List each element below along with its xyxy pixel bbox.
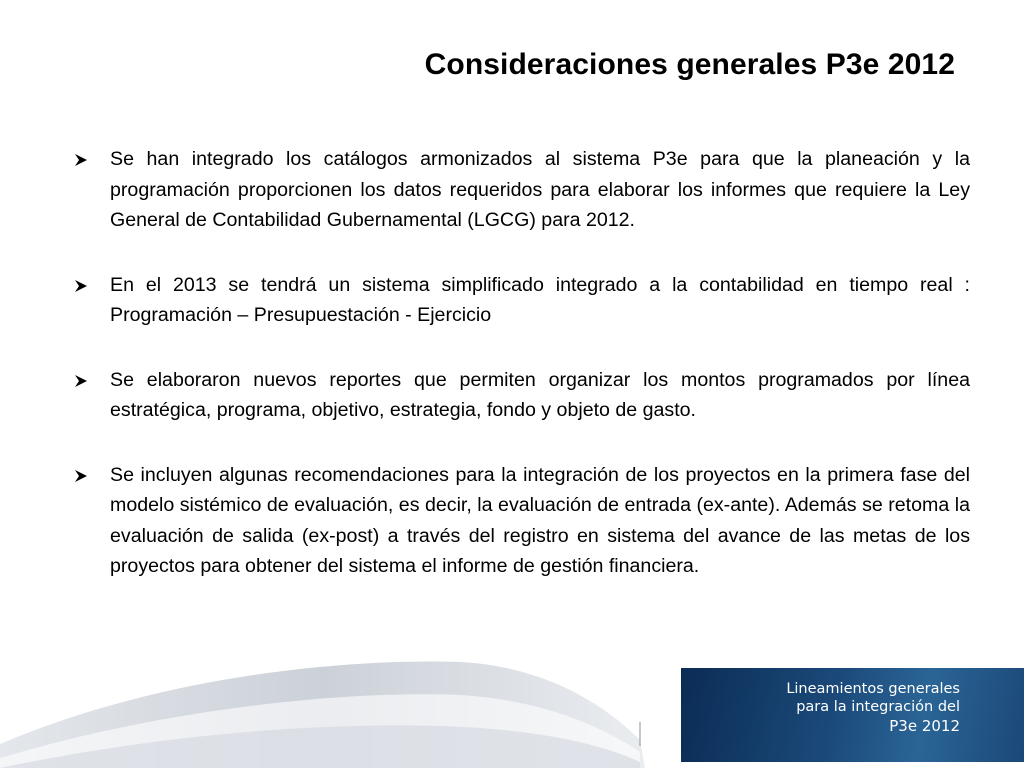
bullet-text: En el 2013 se tendrá un sistema simplificado integrado a la contabilidad en tiempo real : Programación – Presupuestación - Ejercicio [110,273,970,326]
banner-line-1: Lineamientos generales [786,681,960,697]
bullet-text: Se han integrado los catálogos armonizados al sistema P3e para que la planeación y la programación proporcionen los datos requeridos para elaborar los informes que requiere la Ley General de Contabilidad Gubernamental (LGCG) para 2012. [110,148,970,231]
bullet-item [72,460,970,582]
arrow-right-bullet-icon [72,144,92,174]
slide-title: Consideraciones generales P3e 2012 [424,48,955,81]
bullet-list [72,144,970,616]
bullet-item [72,144,970,236]
arrow-right-bullet-icon [72,460,92,490]
bullet-text: Se incluyen algunas recomendaciones para la integración de los proyectos en la primera fase del modelo sistémico de evaluación, es decir, la evaluación de entrada (ex-ante). Además se retoma la evaluación de salida (ex-post) a través del registro en sistema del avance de las metas de los proyectos para obtener del sistema el informe de gestión financiera. [110,463,970,577]
bullet-item [72,270,970,331]
program-banner [681,668,1024,762]
banner-line-2: para la integración del [796,699,960,715]
arrow-right-bullet-icon [72,365,92,395]
bullet-text: Se elaboraron nuevos reportes que permiten organizar los montos programados por línea estratégica, programa, objetivo, estrategia, fondo y objeto de gasto. [110,368,970,421]
arrow-right-bullet-icon [72,270,92,300]
banner-line-3: P3e 2012 [889,717,960,735]
bullet-item [72,365,970,426]
